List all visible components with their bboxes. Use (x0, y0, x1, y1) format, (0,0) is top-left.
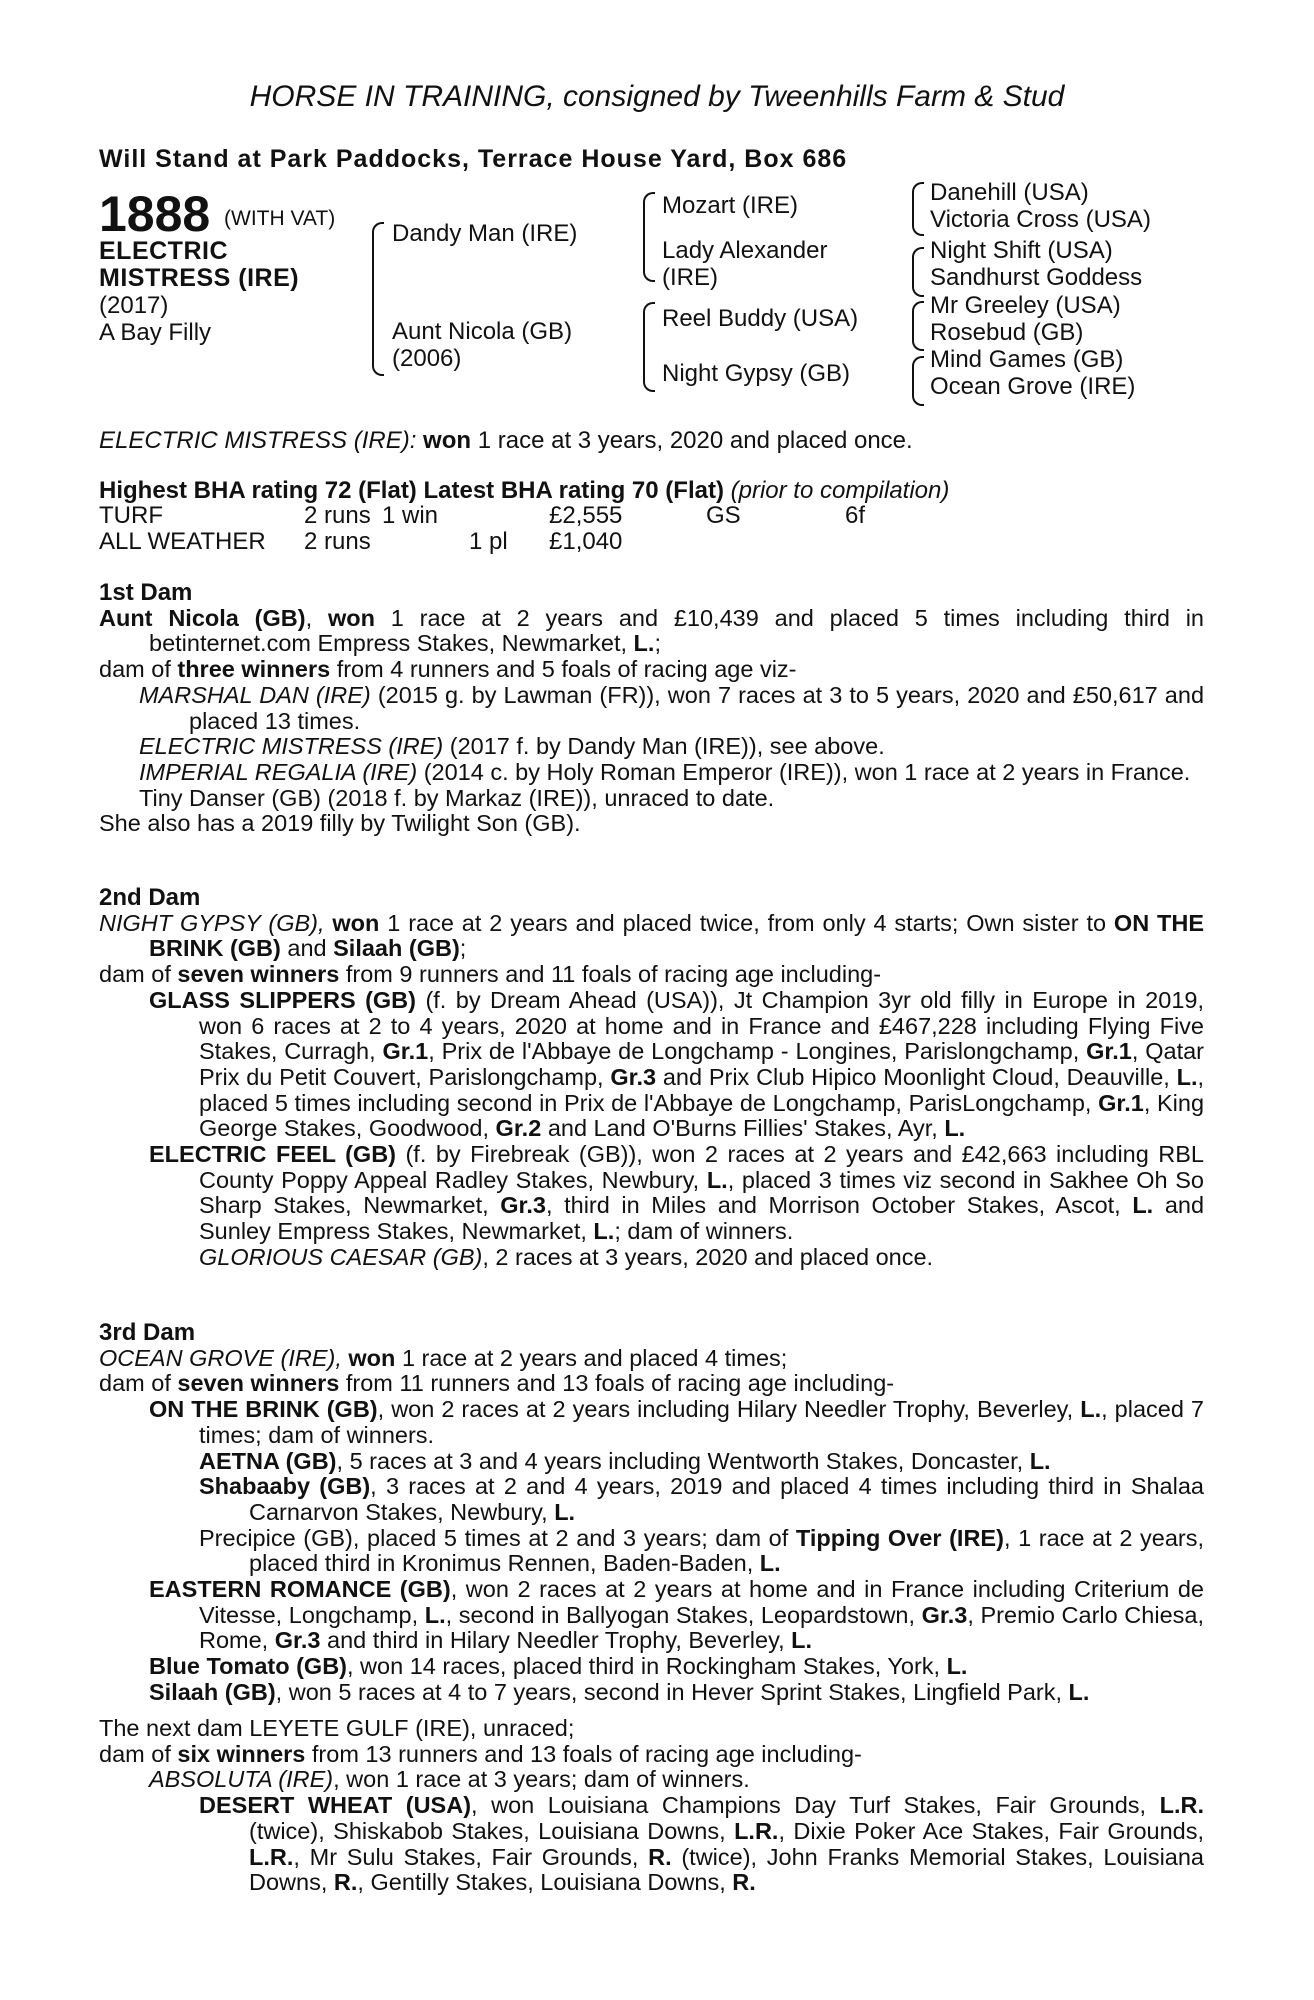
group-mark: Gr.3 (274, 1627, 321, 1654)
summary-won: won (423, 427, 472, 454)
produce-name: ELECTRIC MISTRESS (IRE) (139, 733, 444, 760)
winners-count: seven winners (177, 1370, 340, 1397)
record-aw-runs: 2 runs (304, 528, 371, 555)
record-turf-money: £2,555 (549, 502, 623, 529)
second-dam-section (99, 885, 1204, 1271)
group-mark: Gr.3 (610, 1063, 657, 1090)
winners-count: seven winners (177, 961, 340, 988)
produce-text: (twice), Shiskabob Stakes, Louisiana Downs, (249, 1817, 726, 1844)
pedigree-sire-dam-line1: Lady Alexander (662, 237, 828, 264)
produce-text: and Sunley Empress Stakes, Newmarket, (199, 1192, 1205, 1245)
produce-text: Precipice (GB), placed 5 times at 2 and 3 years; dam of (199, 1524, 789, 1551)
listed-mark: L. (944, 1115, 966, 1142)
third-dam-section (99, 1320, 1204, 1706)
pedigree-dds: Mind Games (GB) (930, 346, 1124, 373)
produce-precipice (99, 1526, 1204, 1577)
pedigree-sire: Dandy Man (IRE) (392, 220, 578, 247)
third-dam-heading: 3rd Dam (99, 1319, 196, 1346)
produce-text: , won 1 race at 3 years; dam of winners. (333, 1766, 750, 1793)
record-turf-surface: TURF (99, 502, 163, 529)
horse-description: A Bay Filly (99, 319, 212, 346)
pedigree-brace-sire (643, 192, 655, 282)
won-label: won (332, 909, 380, 936)
second-dam-heading: 2nd Dam (99, 884, 201, 911)
third-dam-produce-intro (99, 1371, 1204, 1397)
group-mark: Gr.1 (1098, 1089, 1144, 1116)
produce-text: (2017 f. by Dandy Man (IRE)), see above. (449, 733, 885, 760)
pedigree-dsd: Rosebud (GB) (930, 319, 1084, 346)
second-dam-name: NIGHT GYPSY (GB), (99, 909, 325, 936)
produce-imperial-regalia (99, 760, 1204, 786)
produce-eastern-romance (99, 1577, 1204, 1654)
group-mark: Gr.3 (921, 1601, 968, 1628)
first-dam-heading: 1st Dam (99, 579, 193, 606)
won-label: won (348, 1344, 396, 1371)
pedigree-sire-dam-line2: (IRE) (662, 264, 718, 291)
listed-mark: L. (554, 1498, 576, 1525)
group-mark: Gr.3 (500, 1192, 546, 1219)
group-mark: Gr.2 (495, 1115, 542, 1142)
horse-year: (2017) (99, 292, 169, 319)
pedigree-dam: Aunt Nicola (GB) (392, 318, 573, 345)
next-dam-line: The next dam LEYETE GULF (IRE), unraced; (99, 1715, 575, 1741)
produce-text: , 5 races at 3 and 4 years including Wentworth Stakes, Doncaster, (336, 1447, 1024, 1474)
produce-text: , Gentilly Stakes, Louisiana Downs, (357, 1869, 726, 1896)
third-dam-text: 1 race at 2 years and placed 4 times; (401, 1344, 788, 1371)
record-turf-wins: 1 win (382, 502, 439, 529)
record-aw-places: 1 pl (469, 528, 508, 555)
produce-text: , Dixie Poker Ace Stakes, Fair Grounds, (778, 1817, 1205, 1844)
vat-note: (WITH VAT) (224, 207, 336, 230)
produce-text: , won 14 races, placed third in Rockingham Stakes, York, (347, 1653, 941, 1680)
dam-of-label: dam of (99, 961, 171, 988)
runners-text: from 4 runners and 5 foals of racing age viz- (336, 656, 797, 683)
produce-text: and third in Hilary Needler Trophy, Beverley, (327, 1627, 785, 1654)
horse-name-line1: ELECTRIC (99, 237, 228, 265)
produce-text: (twice), John Franks Memorial Stakes, Louisiana Downs, (249, 1843, 1204, 1896)
next-dam-produce-intro (99, 1742, 1204, 1768)
produce-text: , Premio Carlo Chiesa, Rome, (199, 1601, 1204, 1654)
rating-bold: Highest BHA rating 72 (Flat) Latest BHA rating 70 (Flat) (99, 477, 724, 504)
pedigree-sdd: Sandhurst Goddess (930, 264, 1143, 291)
produce-text: ; dam of winners. (614, 1218, 794, 1245)
listed-mark: L. (1132, 1192, 1154, 1219)
listed-mark: L. (1080, 1396, 1102, 1423)
pedigree-sss: Danehill (USA) (930, 179, 1089, 206)
sibling-name: Silaah (GB) (333, 935, 460, 962)
summary-name: ELECTRIC MISTRESS (IRE): (99, 427, 417, 454)
produce-marshal-dan (99, 683, 1204, 734)
produce-name: GLORIOUS CAESAR (GB) (199, 1243, 483, 1270)
listed-mark: L. (1068, 1678, 1090, 1705)
produce-text: , won 5 races at 4 to 7 years, second in Hever Sprint Stakes, Lingfield Park, (275, 1678, 1063, 1705)
produce-absoluta (99, 1767, 1204, 1793)
produce-text: , King George Stakes, Goodwood, (199, 1089, 1205, 1142)
listed-mark: L. (759, 1550, 781, 1577)
produce-text: , 1 race at 2 years, placed third in Kronimus Rennen, Baden-Baden, (249, 1524, 1204, 1577)
listed-mark: R. (333, 1869, 358, 1896)
second-dam-produce-intro (99, 962, 1204, 988)
pedigree-dam-sire: Reel Buddy (USA) (662, 305, 859, 332)
produce-glass-slippers (99, 988, 1204, 1142)
listed-mark: L. (633, 630, 655, 657)
produce-text: , won 2 races at 2 years at home and in France including Criterium de Vitesse, Longchamp, (199, 1576, 1204, 1628)
page-header: HORSE IN TRAINING, consigned by Tweenhills Farm & Stud (249, 80, 1065, 113)
produce-name: AETNA (GB) (199, 1447, 337, 1474)
horse-name-line2: MISTRESS (IRE) (99, 264, 300, 292)
produce-name: MARSHAL DAN (IRE) (139, 681, 371, 708)
produce-name: Tipping Over (IRE) (795, 1524, 1004, 1551)
produce-text: , second in Ballyogan Stakes, Leopardstown, (445, 1601, 916, 1628)
pedigree-dss: Mr Greeley (USA) (930, 292, 1121, 319)
produce-name: GLASS SLIPPERS (GB) (149, 986, 416, 1013)
produce-name: Silaah (GB) (149, 1678, 276, 1705)
first-dam-won: won (327, 604, 375, 631)
pedigree-brace-main (372, 222, 384, 376)
produce-text: (2014 c. by Holy Roman Emperor (IRE)), won 1 race at 2 years in France. (423, 758, 1191, 785)
dam-of-label: dam of (99, 1740, 171, 1767)
pedigree-brace-sd (912, 247, 924, 297)
first-dam-also: She also has a 2019 filly by Twilight Son (GB). (99, 810, 581, 837)
first-dam-text: 1 race at 2 years and £10,439 and placed 5 times including third in betinternet.com Empress Stakes, Newmarket, (149, 604, 1205, 657)
winners-count: six winners (177, 1740, 306, 1767)
pedigree-ddd: Ocean Grove (IRE) (930, 373, 1136, 400)
record-turf-runs: 2 runs (304, 502, 371, 529)
sibling-name: ON THE BRINK (GB) (149, 909, 1205, 962)
produce-text: and Land O'Burns Fillies' Stakes, Ayr, (547, 1115, 938, 1142)
produce-on-the-brink (99, 1397, 1204, 1448)
listed-mark: L.R. (734, 1817, 779, 1844)
summary-text: 1 race at 3 years, 2020 and placed once. (477, 427, 913, 454)
produce-name: ABSOLUTA (IRE) (149, 1766, 334, 1793)
first-dam-name: Aunt Nicola (GB) (99, 604, 306, 631)
listed-mark: R. (732, 1869, 756, 1896)
pedigree-dam-dam: Night Gypsy (GB) (662, 360, 851, 387)
produce-silaah (99, 1680, 1204, 1706)
first-dam-section (99, 580, 1204, 837)
and-text: and (287, 935, 327, 962)
race-summary (99, 428, 913, 454)
third-dam-record (99, 1346, 1204, 1372)
listed-mark: L. (593, 1218, 615, 1245)
produce-electric-mistress (99, 734, 1204, 760)
record-aw-surface: ALL WEATHER (99, 528, 266, 555)
rating-note: (prior to compilation) (730, 477, 950, 504)
produce-name: IMPERIAL REGALIA (IRE) (139, 758, 418, 785)
listed-mark: L. (706, 1166, 728, 1193)
produce-text: (f. by Firebreak (GB)), won 2 races at 2 years and £42,663 including RBL County Poppy Appeal Radley Stakes, Newbury, (199, 1141, 1205, 1193)
second-dam-record (99, 911, 1204, 962)
pedigree-brace-dam (643, 302, 655, 392)
listed-mark: L. (791, 1627, 813, 1654)
record-turf-going: GS (706, 502, 741, 529)
record-aw-money: £1,040 (549, 528, 623, 555)
produce-text: , third in Miles and Morrison October Stakes, Ascot, (545, 1192, 1121, 1219)
produce-aetna (99, 1449, 1204, 1475)
runners-text: from 11 runners and 13 foals of racing age including- (345, 1370, 895, 1397)
runners-text: from 13 runners and 13 foals of racing age including- (311, 1740, 862, 1767)
punct: ; (654, 630, 661, 657)
listed-mark: L.R. (249, 1843, 294, 1870)
listed-mark: L. (1176, 1063, 1198, 1090)
stand-location: Will Stand at Park Paddocks, Terrace House Yard, Box 686 (99, 145, 848, 173)
produce-name: Blue Tomato (GB) (149, 1653, 347, 1680)
third-dam-name: OCEAN GROVE (IRE), (99, 1344, 342, 1371)
produce-tiny-danser: Tiny Danser (GB) (2018 f. by Markaz (IRE)), unraced to date. (139, 784, 775, 811)
produce-desert-wheat (99, 1793, 1204, 1896)
pedigree-brace-ss (912, 182, 924, 236)
produce-text: and Prix Club Hipico Moonlight Cloud, Deauville, (662, 1063, 1170, 1090)
listed-mark: L. (946, 1653, 968, 1680)
pedigree-brace-ds (912, 301, 924, 351)
second-dam-text: 1 race at 2 years and placed twice, from only 4 starts; Own sister to (387, 909, 1107, 936)
pedigree-dam-year: (2006) (392, 345, 462, 372)
produce-name: Shabaaby (GB) (199, 1473, 371, 1500)
produce-text: , placed 7 times; dam of winners. (199, 1396, 1205, 1448)
first-dam-record: Aunt Nicola (GB), won 1 race at 2 years and £10,439 and placed 5 times including third in betinternet.com Empress Stakes, Newmarket, L.; (99, 604, 1205, 657)
first-dam-produce-intro (99, 657, 1204, 683)
punct: ; (459, 935, 467, 962)
produce-text: , Prix de l'Abbaye de Longchamp - Longines, Parislongchamp, (428, 1038, 1080, 1065)
produce-text: , 2 races at 3 years, 2020 and placed once. (482, 1243, 934, 1270)
produce-name: ELECTRIC FEEL (GB) (149, 1141, 396, 1168)
produce-text: (f. by Dream Ahead (USA)), Jt Champion 3yr old filly in Europe in 2019, won 6 races at 2 to 4 years, 2020 at home and in France and £467,228 including Flying Five Stakes, Curragh, (199, 986, 1204, 1065)
pedigree-brace-dd (912, 356, 924, 406)
record-turf-distance: 6f (845, 502, 866, 529)
pedigree-sds: Night Shift (USA) (930, 237, 1113, 264)
produce-blue-tomato (99, 1654, 1204, 1680)
produce-text: , Mr Sulu Stakes, Fair Grounds, (293, 1843, 639, 1870)
listed-mark: L. (424, 1601, 446, 1628)
runners-text: from 9 runners and 11 foals of racing age including- (345, 961, 882, 988)
listed-mark: L. (1029, 1447, 1051, 1474)
produce-text: (2015 g. by Lawman (FR)), won 7 races at 3 to 5 years, 2020 and £50,617 and placed 13 times. (189, 681, 1205, 734)
produce-text: , Qatar Prix du Petit Couvert, Parislongchamp, (199, 1038, 1204, 1090)
group-mark: Gr.1 (382, 1038, 429, 1065)
group-mark: Gr.1 (1086, 1038, 1132, 1065)
pedigree-sire-sire: Mozart (IRE) (662, 192, 799, 219)
pedigree-ssd: Victoria Cross (USA) (930, 206, 1151, 233)
next-dam-section (99, 1716, 1204, 1896)
dam-of-label: dam of (99, 1370, 171, 1397)
dam-of-label: dam of (99, 656, 171, 683)
winners-count: three winners (177, 656, 331, 683)
produce-name: DESERT WHEAT (USA) (199, 1792, 472, 1819)
produce-electric-feel (99, 1142, 1204, 1245)
produce-text: , won Louisiana Champions Day Turf Stakes, Fair Grounds, (471, 1792, 1147, 1819)
listed-mark: R. (648, 1843, 672, 1870)
produce-name: ON THE BRINK (GB) (149, 1396, 378, 1423)
produce-text: , 3 races at 2 and 4 years, 2019 and placed 4 times including third in Shalaa Carnarvon Stakes, Newbury, (249, 1473, 1204, 1525)
produce-shabaaby (99, 1474, 1204, 1525)
produce-name: EASTERN ROMANCE (GB) (149, 1576, 451, 1603)
listed-mark: L.R. (1159, 1792, 1205, 1819)
produce-glorious-caesar (99, 1245, 1204, 1271)
bha-rating (99, 478, 949, 504)
lot-number: 1888 (99, 186, 211, 242)
produce-text: , placed 3 times viz second in Sakhee Oh So Sharp Stakes, Newmarket, (199, 1166, 1205, 1219)
produce-text: , placed 5 times including second in Prix de l'Abbaye de Longchamp, ParisLongchamp, (199, 1063, 1205, 1116)
produce-text: , won 2 races at 2 years including Hilary Needler Trophy, Beverley, (377, 1396, 1074, 1423)
